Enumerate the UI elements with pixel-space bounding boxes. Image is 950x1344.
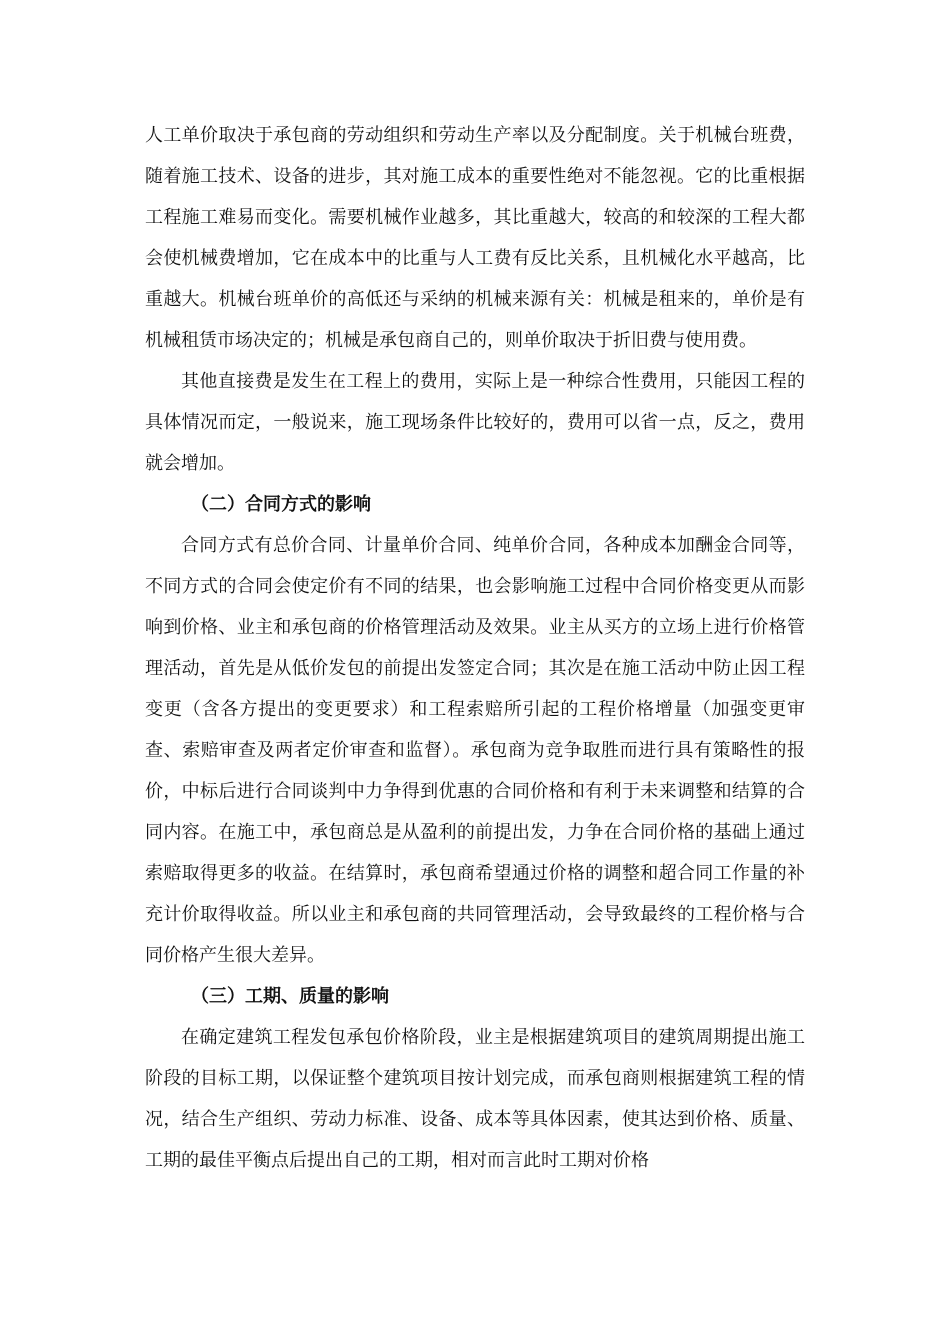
section-heading-schedule-quality: （三）工期、质量的影响 bbox=[191, 986, 389, 1007]
paragraph-contract-type: 合同方式有总价合同、计量单价合同、纯单价合同，各种成本加酬金合同等，不同方式的合同会使定价有不同的结果，也会影响施工过程中合同价格变更从而影响到价格、业主和承包商的价格管理活动及效果。业主从买方的立场上进行价格管理活动，首先是从低价发包的前提出发签定合同；其次是在施工活动中防止因工程变更（含各方提出的变更要求）和工程索赔所引起的工程价格增量（加强变更审查、索赔审查及两者定价审查和监督）。承包商为竞争取胜而进行具有策略性的报价，中标后进行合同谈判中力争得到优惠的合同价格和有利于未来调整和结算的合同内容。在施工中，承包商总是从盈利的前提出发，力争在合同价格的基础上通过索赔取得更多的收益。在结算时，承包商希望通过价格的调整和超合同工作量的补充计价取得收益。所以业主和承包商的共同管理活动，会导致最终的工程价格与合同价格产生很大差异。 bbox=[145, 535, 805, 966]
section-heading-contract-type: （二）合同方式的影响 bbox=[191, 494, 371, 515]
paragraph-other-direct-cost: 其他直接费是发生在工程上的费用，实际上是一种综合性费用，只能因工程的具体情况而定，一般说来，施工现场条件比较好的，费用可以省一点，反之，费用就会增加。 bbox=[145, 371, 805, 474]
paragraph-schedule-quality: 在确定建筑工程发包承包价格阶段，业主是根据建筑项目的建筑周期提出施工阶段的目标工期，以保证整个建筑项目按计划完成，而承包商则根据建筑工程的情况，结合生产组织、劳动力标准、设备、成本等具体因素，使其达到价格、质量、工期的最佳平衡点后提出自己的工期，相对而言此时工期对价格 bbox=[145, 1027, 805, 1171]
document-body bbox=[145, 115, 805, 1181]
paragraph-machinery-cost: 人工单价取决于承包商的劳动组织和劳动生产率以及分配制度。关于机械台班费，随着施工技术、设备的进步，其对施工成本的重要性绝对不能忽视。它的比重根据工程施工难易而变化。需要机械作业越多，其比重越大，较高的和较深的工程大都会使机械费增加，它在成本中的比重与人工费有反比关系，且机械化水平越高，比重越大。机械台班单价的高低还与采纳的机械来源有关：机械是租来的，单价是有机械租赁市场决定的；机械是承包商自己的，则单价取决于折旧费与使用费。 bbox=[145, 125, 805, 351]
